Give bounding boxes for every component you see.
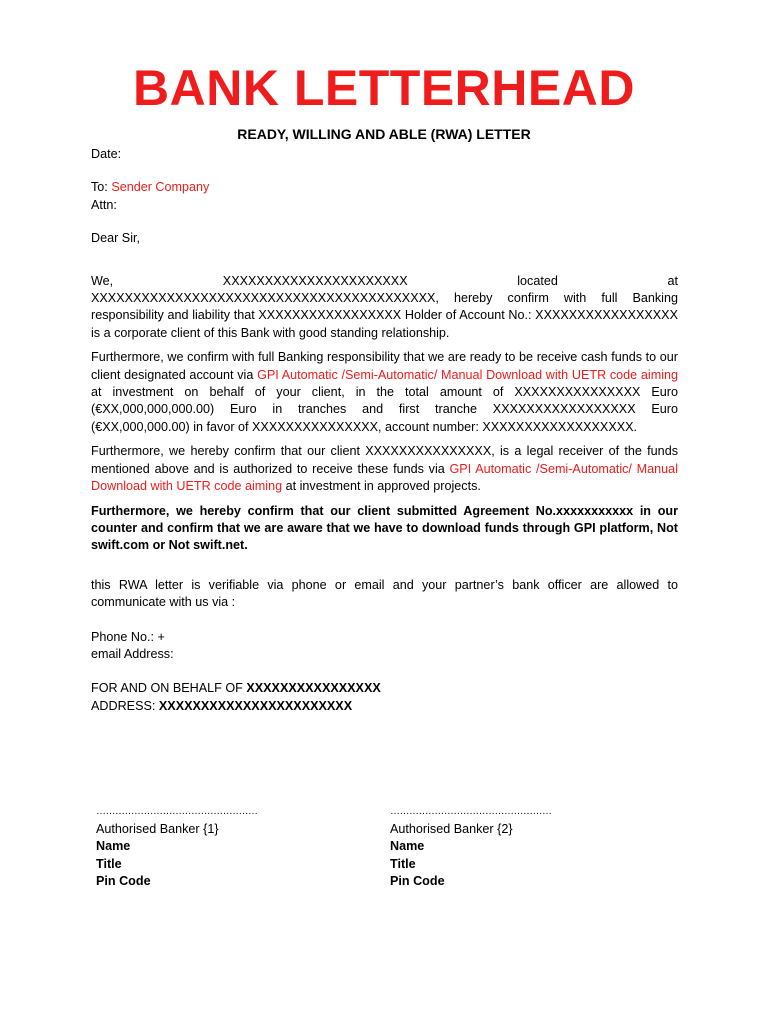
signature-role: Authorised Banker {1} <box>96 822 219 836</box>
signature-line: …………………………………………… <box>96 806 258 817</box>
signature-block-1 <box>96 806 316 891</box>
address-line <box>91 698 678 715</box>
signature-pin-label: Pin Code <box>96 874 151 889</box>
paragraph-1: We, XXXXXXXXXXXXXXXXXXXXXX located at XXXXXXXXXXXXXXXXXXXXXXXXXXXXXXXXXXXXXXXXX, hereby confirm with full Banking responsibility and liability that XXXXXXXXXXXXXXXXX Holder of Account No.: XXXXXXXXXXXXXXXXX is a corporate client of this Bank with good standing relationship. <box>91 273 678 340</box>
signature-pin-label: Pin Code <box>390 874 445 889</box>
paragraph-2-part-a: Furthermore, we confirm with full Banking responsibility that we are ready to be receive cash funds to our client designated account via <box>91 350 678 382</box>
paragraph-3-part-b: at investment in approved projects. <box>282 479 481 494</box>
to-label: To: <box>91 180 108 195</box>
paragraph-5: this RWA letter is verifiable via phone or email and your partner’s bank officer are allowed to communicate with us via : <box>91 577 678 610</box>
to-line <box>91 179 678 196</box>
signature-title-label: Title <box>96 856 122 871</box>
paragraph-4: Furthermore, we hereby confirm that our client submitted Agreement No.xxxxxxxxxxx in our counter and confirm that we are aware that we have to download funds through GPI platform, Not swift.com or Not swift.net. <box>91 503 678 553</box>
date-label: Date: <box>91 147 122 161</box>
paragraph-3-highlight: GPI Automatic /Semi-Automatic/ Manual Download with UETR code aiming <box>91 461 678 494</box>
email-line: email Address: <box>91 646 174 661</box>
behalf-value: XXXXXXXXXXXXXXXX <box>246 681 381 696</box>
paragraph-3-part-a: Furthermore, we hereby confirm that our client XXXXXXXXXXXXXXX, is a legal receiver of the funds mentioned above and is authorized to receive these funds via <box>91 444 678 476</box>
behalf-line <box>91 680 678 697</box>
signature-title-label: Title <box>390 856 416 871</box>
attn-line <box>91 197 678 214</box>
recipient-company: Sender Company <box>111 180 210 195</box>
signature-block-2 <box>390 806 610 891</box>
bank-letterhead: BANK LETTERHEAD <box>133 60 635 116</box>
date-line <box>91 146 678 163</box>
paragraph-3 <box>91 443 678 495</box>
signature-role: Authorised Banker {2} <box>390 822 513 836</box>
paragraph-2-part-b: at investment on behalf of your client, in the total amount of XXXXXXXXXXXXXXX Euro (€XX,000,000,000.00) Euro in tranches and first tranche XXXXXXXXXXXXXXXXX Euro (€XX,000,000.00) in favor of XXXXXXXXXXXXXXX, account number: XXXXXXXXXXXXXXXXXX. <box>91 385 678 434</box>
address-value: XXXXXXXXXXXXXXXXXXXXXXX <box>158 698 353 713</box>
letter-title: READY, WILLING AND ABLE (RWA) LETTER <box>237 126 531 142</box>
attn-label: Attn: <box>91 197 117 212</box>
signature-name-label: Name <box>96 839 131 854</box>
behalf-label: FOR AND ON BEHALF OF <box>91 681 243 696</box>
signature-line: …………………………………………… <box>390 806 552 817</box>
letter-body <box>91 146 678 715</box>
address-label: ADDRESS: <box>91 698 156 713</box>
salutation: Dear Sir, <box>91 231 140 246</box>
phone-line: Phone No.: + <box>91 629 165 644</box>
paragraph-2 <box>91 349 678 436</box>
paragraph-2-highlight: GPI Automatic /Semi-Automatic/ Manual Download with UETR code aiming <box>257 367 678 382</box>
signature-name-label: Name <box>390 839 425 854</box>
